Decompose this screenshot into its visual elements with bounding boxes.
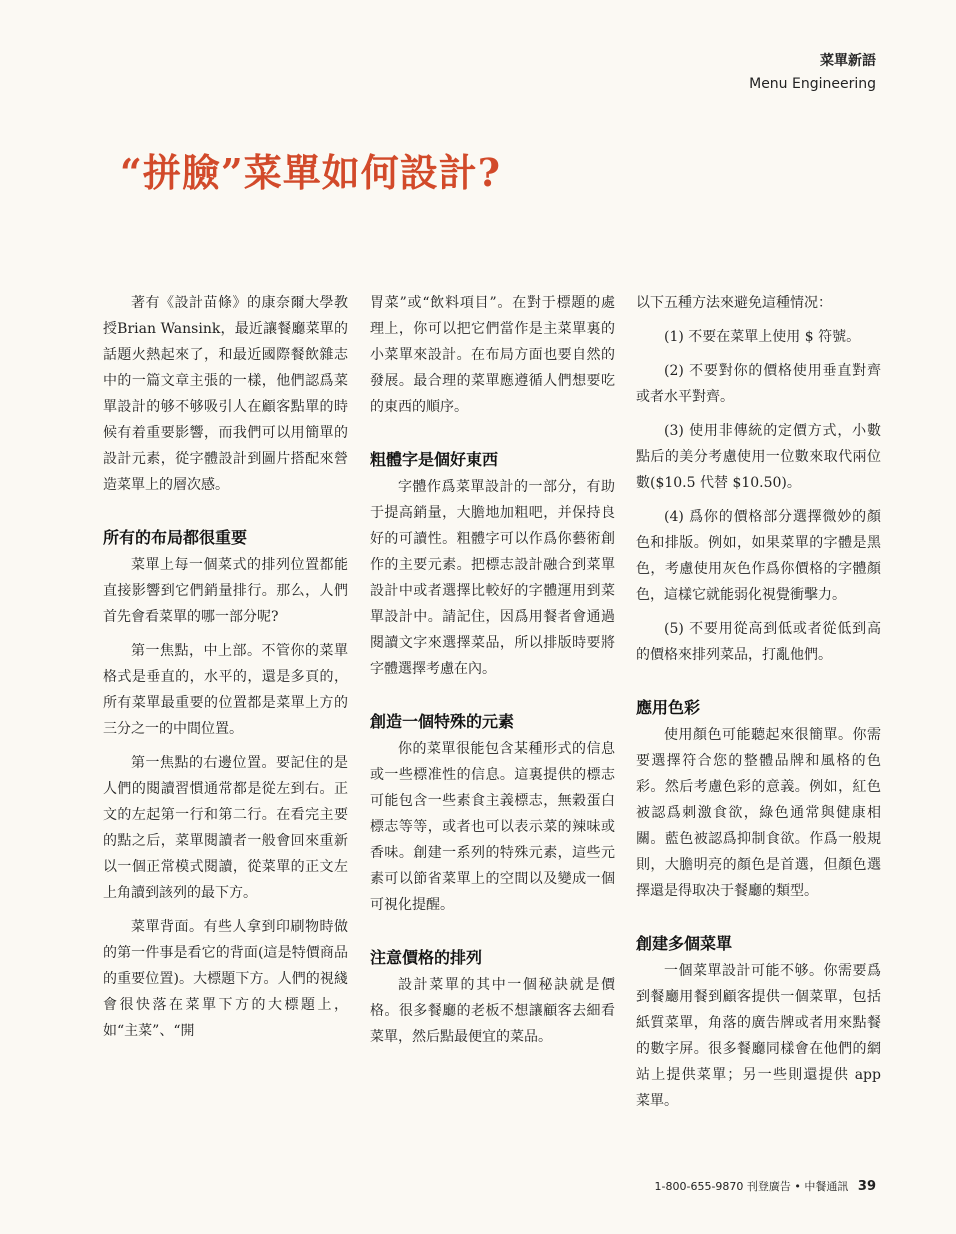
- paragraph: 第一焦點，中上部。不管你的菜單格式是垂直的，水平的，還是多頁的，所有菜單最重要的位置都是菜單上方的三分之一的中間位置。: [103, 643, 348, 737]
- section-heading: 所有的布局都很重要: [103, 528, 248, 547]
- article-title: “拼臉”菜單如何設計?: [120, 150, 501, 195]
- paragraph: (3) 使用非傳統的定價方式，小數點后的美分考慮使用一位數來取代兩位數($10.5 代替 $10.50)。: [636, 423, 881, 491]
- page-number: 39: [857, 1179, 876, 1194]
- paragraph: 一個菜單設計可能不够。你需要爲到餐廳用餐到顧客提供一個菜單，包括紙質菜單，角落的廣告牌或者用來點餐的數字屏。很多餐廳同樣會在他們的網站上提供菜單；另一些則還提供 app 菜單。: [636, 963, 881, 1109]
- paragraph: (4) 爲你的價格部分選擇微妙的顏色和排版。例如，如果菜單的字體是黑色，考慮使用灰色作爲你價格的字體顏色，這樣它就能弱化視覺衝擊力。: [636, 509, 881, 603]
- paragraph: (1) 不要在菜單上使用 $ 符號。: [664, 329, 861, 345]
- footer-phone: 1-800-655-9870: [654, 1180, 744, 1193]
- paragraph: 以下五種方法來避免這種情况：: [636, 295, 832, 311]
- section-heading: 應用色彩: [636, 698, 701, 717]
- paragraph: 菜單背面。有些人拿到印刷物時做的第一件事是看它的背面(這是特價商品的重要位置)。大標題下方。人們的視綫會很快落在菜單下方的大標題上，如“主菜”、“開: [103, 919, 348, 1039]
- paragraph: (2) 不要對你的價格使用垂直對齊或者水平對齊。: [636, 363, 881, 405]
- section-heading: 粗體字是個好東西: [370, 450, 499, 469]
- section-heading: 創建多個菜單: [636, 934, 733, 953]
- section-title-zh: 菜單新語: [820, 53, 876, 69]
- paragraph: 第一焦點的右邊位置。要記住的是人們的閱讀習慣通常都是從左到右。正文的左起第一行和第二行。在看完主要的點之后，菜單閱讀者一般會回來重新以一個正常模式閱讀，從菜單的正文左上角讀到該列的最下方。: [103, 755, 348, 901]
- paragraph: 你的菜單很能包含某種形式的信息或一些標准性的信息。這裏提供的標志可能包含一些素食主義標志，無穀蛋白標志等等，或者也可以表示菜的辣味或香味。創建一系列的特殊元素，這些元素可以節省菜單上的空間以及變成一個可視化提醒。: [370, 741, 615, 913]
- section-tag: [749, 52, 876, 94]
- paragraph: 設計菜單的其中一個秘訣就是價格。很多餐廳的老板不想讓顧客去細看菜單，然后點最便宜的菜品。: [370, 977, 615, 1045]
- column-1: [103, 290, 348, 1052]
- paragraph: 胃菜”或“飲料項目”。在對于標題的處理上，你可以把它們當作是主菜單裏的小菜單來設計。在布局方面也要自然的發展。最合理的菜單應遵循人們想要吃的東西的順序。: [370, 295, 615, 415]
- paragraph: 著有《設計苗條》的康奈爾大學教授Brian Wansink，最近讓餐廳菜單的話題火熱起來了，和最近國際餐飲雜志中的一篇文章主張的一樣，他們認爲菜單設計的够不够吸引人在顧客點單的時候有着重要影響，而我們可以用簡單的設計元素，從字體設計到圖片搭配來營造菜單上的層次感。: [103, 295, 348, 493]
- paragraph: 菜單上每一個菜式的排列位置都能直接影響到它們銷量排行。那么，人們首先會看菜單的哪一部分呢?: [103, 557, 348, 625]
- section-heading: 創造一個特殊的元素: [370, 712, 515, 731]
- paragraph: (5) 不要用從高到低或者從低到高的價格來排列菜品，打亂他們。: [636, 621, 881, 663]
- page-footer: [655, 1178, 876, 1194]
- footer-text: 刊登廣告 • 中餐通訊: [746, 1180, 849, 1193]
- column-3: [636, 290, 881, 1122]
- column-2: [370, 290, 615, 1058]
- paragraph: 字體作爲菜單設計的一部分，有助于提高銷量，大膽地加粗吧，并保持良好的可讀性。粗體字可以作爲你藝術創作的主要元素。把標志設計融合到菜單設計中或者選擇比較好的字體運用到菜單設計中。請記住，因爲用餐者會通過閱讀文字來選擇菜品，所以排版時要將字體選擇考慮在內。: [370, 479, 615, 677]
- section-heading: 注意價格的排列: [370, 948, 483, 967]
- paragraph: 使用顏色可能聽起來很簡單。你需要選擇符合您的整體品牌和風格的色彩。然后考慮色彩的意義。例如，紅色被認爲刺激食欲，綠色通常與健康相關。藍色被認爲抑制食欲。作爲一般規則，大膽明亮的顏色是首選，但顏色選擇還是得取决于餐廳的類型。: [636, 727, 881, 899]
- section-title-en: Menu Engineering: [749, 76, 876, 92]
